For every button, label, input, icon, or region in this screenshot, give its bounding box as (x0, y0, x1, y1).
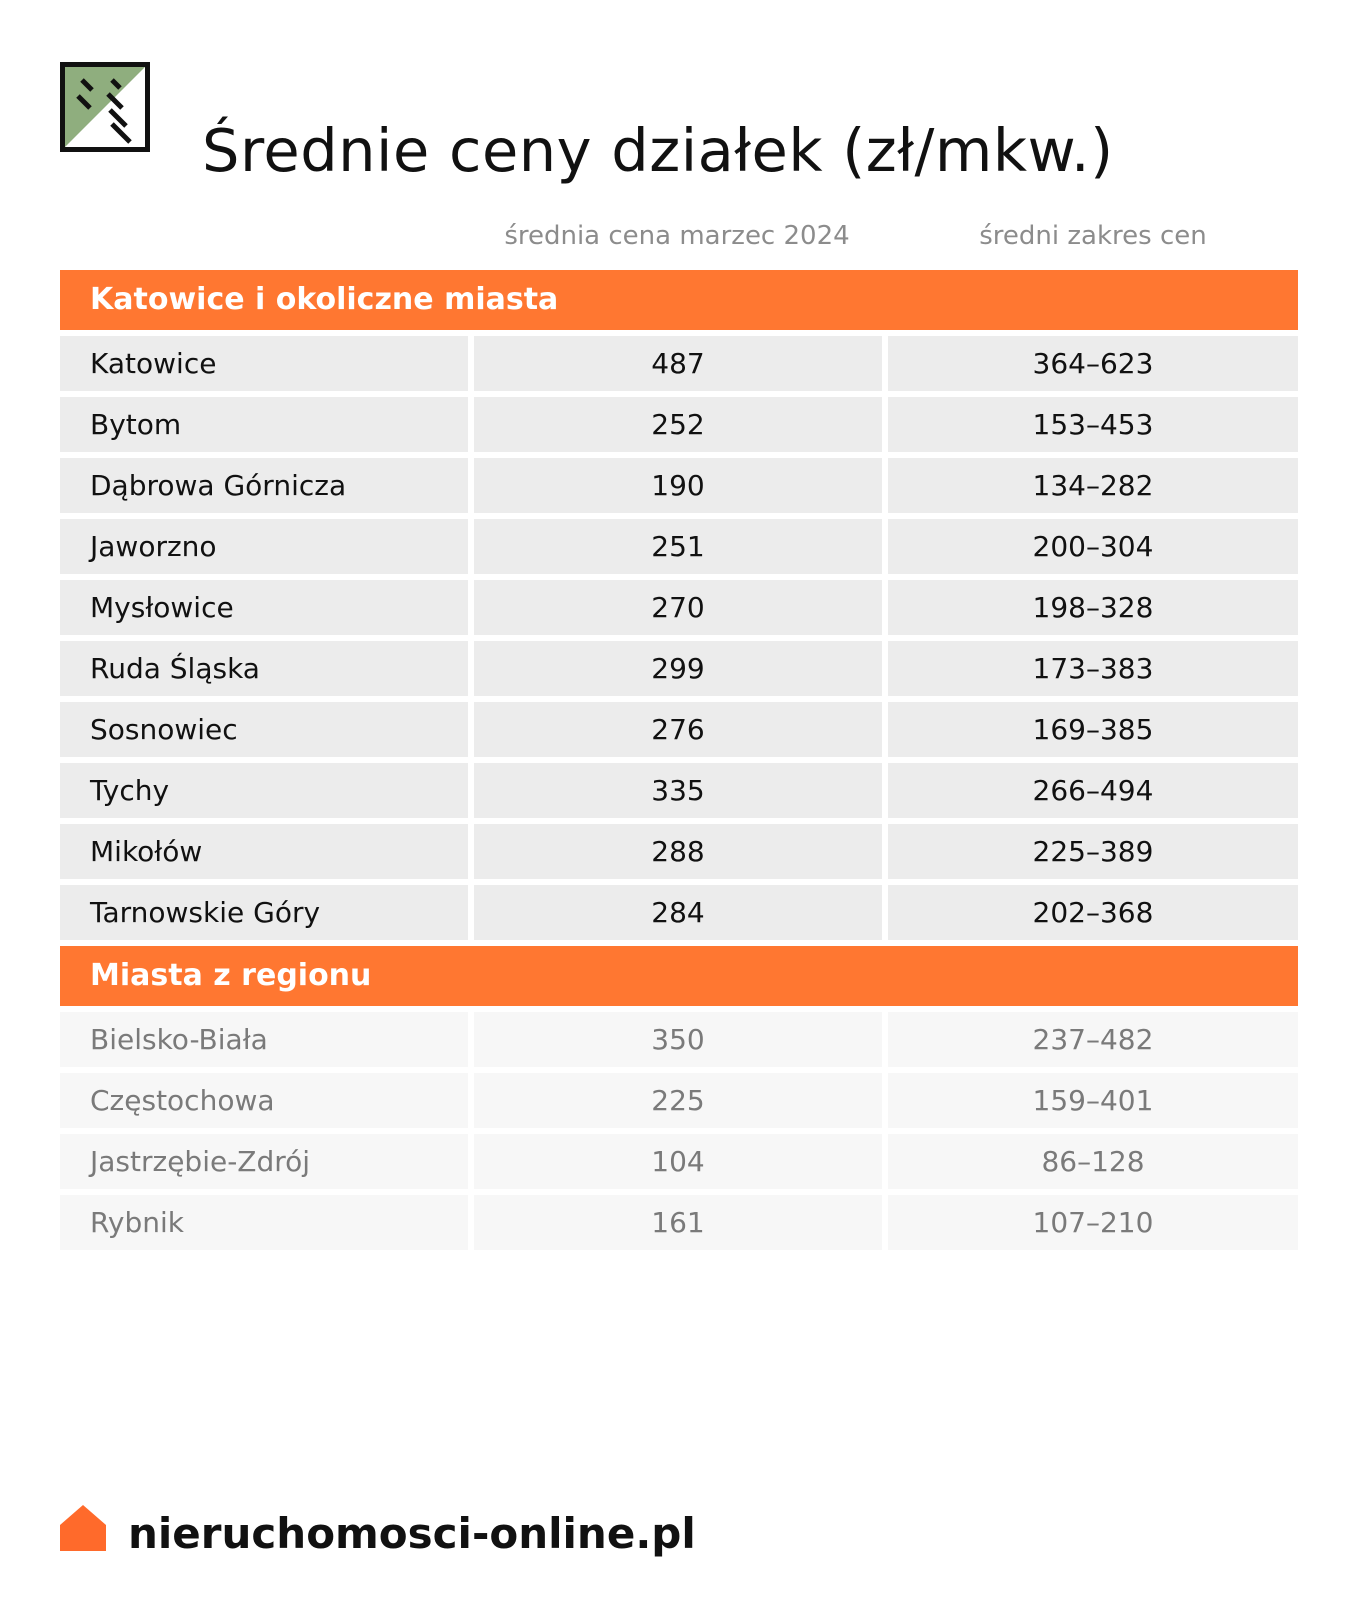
city-cell: Ruda Śląska (60, 641, 468, 696)
city-cell: Sosnowiec (60, 702, 468, 757)
price-range-cell: 153–453 (888, 397, 1298, 452)
average-price-cell: 487 (474, 336, 882, 391)
section-header: Katowice i okoliczne miasta (60, 270, 1298, 330)
table-row (60, 1134, 1298, 1189)
price-range-cell: 364–623 (888, 336, 1298, 391)
city-cell: Tarnowskie Góry (60, 885, 468, 940)
price-range-cell: 86–128 (888, 1134, 1298, 1189)
table-row (60, 458, 1298, 513)
average-price-cell: 299 (474, 641, 882, 696)
table-row (60, 763, 1298, 818)
page-title: Średnie ceny działek (zł/mkw.) (202, 115, 1114, 185)
table-row (60, 1012, 1298, 1067)
city-cell: Bielsko-Biała (60, 1012, 468, 1067)
section-region (60, 946, 1298, 1250)
section-header: Miasta z regionu (60, 946, 1298, 1006)
city-cell: Częstochowa (60, 1073, 468, 1128)
price-range-cell: 225–389 (888, 824, 1298, 879)
average-price-cell: 252 (474, 397, 882, 452)
city-cell: Jastrzębie-Zdrój (60, 1134, 468, 1189)
brand-name: nieruchomosci-online.pl (128, 1509, 696, 1558)
table-row (60, 885, 1298, 940)
table-row (60, 641, 1298, 696)
price-range-cell: 169–385 (888, 702, 1298, 757)
price-range-cell: 159–401 (888, 1073, 1298, 1128)
average-price-cell: 104 (474, 1134, 882, 1189)
price-range-cell: 200–304 (888, 519, 1298, 574)
price-range-cell: 107–210 (888, 1195, 1298, 1250)
price-range-cell: 134–282 (888, 458, 1298, 513)
house-icon (60, 1505, 106, 1551)
average-price-cell: 190 (474, 458, 882, 513)
section-katowice (60, 270, 1298, 940)
city-cell: Mikołów (60, 824, 468, 879)
diagonal-stripes-logo-icon (60, 62, 150, 152)
column-header-price-range: średni zakres cen (979, 221, 1207, 251)
city-cell: Jaworzno (60, 519, 468, 574)
table-row (60, 336, 1298, 391)
price-range-cell: 237–482 (888, 1012, 1298, 1067)
city-cell: Tychy (60, 763, 468, 818)
city-cell: Rybnik (60, 1195, 468, 1250)
city-cell: Katowice (60, 336, 468, 391)
table-row (60, 580, 1298, 635)
average-price-cell: 350 (474, 1012, 882, 1067)
average-price-cell: 276 (474, 702, 882, 757)
table-row (60, 397, 1298, 452)
table-row (60, 1195, 1298, 1250)
average-price-cell: 270 (474, 580, 882, 635)
city-cell: Dąbrowa Górnicza (60, 458, 468, 513)
average-price-cell: 284 (474, 885, 882, 940)
column-headers (60, 216, 1298, 256)
average-price-cell: 251 (474, 519, 882, 574)
average-price-cell: 335 (474, 763, 882, 818)
price-range-cell: 266–494 (888, 763, 1298, 818)
table-row (60, 1073, 1298, 1128)
price-range-cell: 173–383 (888, 641, 1298, 696)
table-row (60, 824, 1298, 879)
price-table (60, 270, 1298, 1256)
price-range-cell: 198–328 (888, 580, 1298, 635)
average-price-cell: 161 (474, 1195, 882, 1250)
city-cell: Bytom (60, 397, 468, 452)
column-header-average-price: średnia cena marzec 2024 (504, 221, 850, 251)
price-range-cell: 202–368 (888, 885, 1298, 940)
average-price-cell: 288 (474, 824, 882, 879)
table-row (60, 519, 1298, 574)
table-row (60, 702, 1298, 757)
average-price-cell: 225 (474, 1073, 882, 1128)
city-cell: Mysłowice (60, 580, 468, 635)
